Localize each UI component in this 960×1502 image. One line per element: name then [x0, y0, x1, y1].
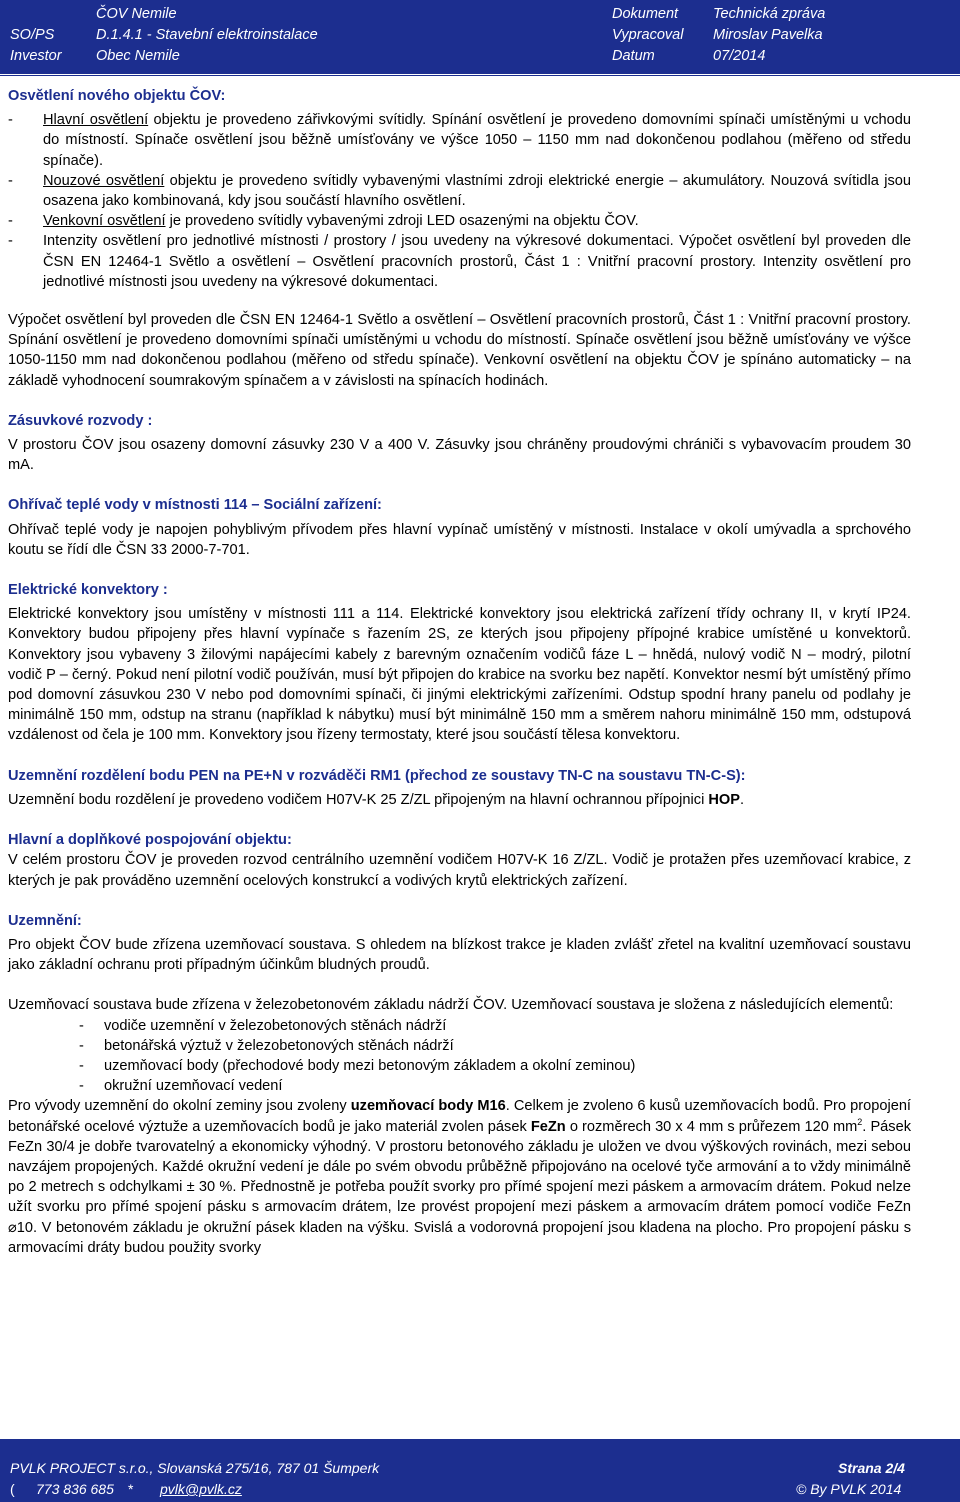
list-item: - Nouzové osvětlení objektu je provedeno svítidly vybavenými vlastními zdroji elektrické energie – akumulátory. Nouzová svítidla jsou osazena jako kombinovaná, kdy jsou součástí hlavního osvětlení. — [8, 172, 911, 210]
mail-icon: * — [128, 1481, 134, 1497]
document-header — [0, 0, 960, 74]
convectors-paragraph: Elektrické konvektory jsou umístěny v místnosti 111 a 114. Elektrické konvektory jsou elektrická zařízení třídy ochrany II, v krytí IP24. Konvektory budou připojeny přes hlavní vypínače s řazením 2S, ze kterých jsou připojeny přípojné krabice umístěné u konvektorů. Konvektory jsou vybaveny 3 žilovými napájecími kabely z barevným označením vodičů fáze L – hnědá, nulový vodič N – modrý, pilotní vodič P – černý. Pokud není pilotní vodič používán, musí být připojen do krabice na svorku bez napětí. Konvektor nesmí být umístěný přímo pod domovní zásuvkou 230 V nebo pod domovními spínači, či jinými elektrickými zařízeními. Odstup spodní hrany panelu od podlahy je minimálně 150 mm, odstup na stranu (například k nábytku) musí být minimálně 150 mm a směrem nahoru minimálně 150 mm, odstupová vzdálenost od čela je 100 mm. Konvektory jsou řízeny termostaty, které jsou součástí tělesa konvektoru. — [8, 606, 911, 744]
main-lighting-term: Hlavní osvětlení — [43, 112, 149, 129]
hop-term: HOP — [708, 791, 740, 808]
document-body — [8, 86, 911, 1258]
list-item-text: okružní uzemňovací vedení — [104, 1078, 283, 1095]
water-heater-paragraph: Ohřívač teplé vody je napojen pohyblivým přívodem přes hlavní vypínač umístěný v místnosti. Instalace v okolí umývadla a sprchového koutu se řídí dle ČSN 33 2000-7-701. — [8, 521, 911, 558]
lighting-list — [8, 110, 911, 292]
sops-label: SO/PS — [10, 27, 55, 43]
list-item-text: vodiče uzemnění v železobetonových stěnách nádrží — [104, 1017, 447, 1034]
page-number: Strana 2/4 — [838, 1460, 905, 1476]
document-label: Dokument — [612, 6, 679, 22]
phone-number: 773 836 685 — [36, 1481, 114, 1497]
list-item-text: objektu je provedeno svítidly vybavenými vlastními zdroji elektrické energie – akumulátory. Nouzová svítidla jsou osazena jako kombinovaná, kdy jsou součástí hlavního osvětlení. — [43, 172, 911, 210]
section-title-sockets: Zásuvkové rozvody : — [8, 412, 153, 429]
date-label: Datum — [612, 48, 655, 64]
header-rule — [0, 75, 960, 76]
investor-label: Investor — [10, 48, 62, 64]
superscript: 2 — [857, 1116, 863, 1127]
list-item: - Hlavní osvětlení objektu je provedeno zářivkovými svítidly. Spínání osvětlení je provedeno domovními spínači umístěnými u vchodu do místností. Spínače osvětlení jsou běžně umísťovány ve výšce 1050 – 1150 mm nad dokončenou podlahou (měřeno od středu spínače). — [8, 112, 911, 169]
section-title-pen-split: Uzemnění rozdělení bodu PEN na PE+N v rozváděči RM1 (přechod ze soustavy TN-C na soustavu TN-C-S): — [8, 767, 746, 784]
fezn-term: FeZn — [530, 1118, 566, 1135]
list-item: - okružní uzemňovací vedení — [79, 1078, 283, 1095]
earthing-text: . Celkem je zvoleno 6 kusů uzemňovacích bodů. Pro propojení betonářské ocelové výztuže a uzemňovacích bodů je jako materiál zvolen pásek — [8, 1098, 911, 1135]
emergency-lighting-term: Nouzové osvětlení — [43, 172, 165, 189]
list-item-text: objektu je provedeno zářivkovými svítidly. Spínání osvětlení je provedeno domovními spínači umístěnými u vchodu do místností. Spínače osvětlení jsou běžně umísťovány ve výšce 1050 – 1150 mm nad dokončenou podlahou (měřeno od středu spínače). — [43, 112, 911, 169]
outdoor-lighting-term: Venkovní osvětlení — [43, 213, 166, 230]
section-title-water-heater: Ohřívač teplé vody v místnosti 114 – Sociální zařízení: — [8, 497, 382, 514]
document-value: Technická zpráva — [713, 6, 826, 22]
author-label: Vypracoval — [612, 27, 684, 43]
lighting-paragraph: Výpočet osvětlení byl proveden dle ČSN EN 12464-1 Světlo a osvětlení – Osvětlení pracovních prostorů, Část 1 : Vnitřní pracovní prostory. Spínání osvětlení je provedeno domovními spínači umístěnými u vchodu do místností. Spínače osvětlení jsou běžně umísťovány ve výšce 1050-1150 mm nad dokončenou podlahou (měřeno od středu spínače). Venkovní osvětlení na objektu ČOV je spínáno automaticky – na základě vyhodnocení soumrakovým spínačem a v závislosti na spínacích hodinách. — [8, 312, 911, 389]
pen-split-end: . — [740, 791, 745, 808]
list-item-text: Intenzity osvětlení pro jednotlivé místnosti / prostory / jsou uvedeny na výkresové dokumentaci. Výpočet osvětlení byl proveden dle ČSN EN 12464-1 Světlo a osvětlení – Osvětlení pracovních prostorů, Část 1 : Vnitřní pracovní prostory. Intenzity osvětlení pro jednotlivé místnosti jsou uvedeny na výkresové dokumentaci. — [43, 233, 911, 290]
email-link[interactable]: pvlk@pvlk.cz — [160, 1481, 242, 1497]
section-title-bonding: Hlavní a doplňkové pospojování objektu: — [8, 832, 292, 849]
company-address: PVLK PROJECT s.r.o., Slovanská 275/16, 787 01 Šumperk — [10, 1460, 380, 1476]
earthing-text: o rozměrech 30 x 4 mm s průřezem 120 mm — [565, 1118, 858, 1135]
earthing-paragraph-3 — [8, 1096, 911, 1258]
sockets-paragraph: V prostoru ČOV jsou osazeny domovní zásuvky 230 V a 400 V. Zásuvky jsou chráněny proudovými chrániči s vybavovacím proudem 30 mA. — [8, 437, 911, 474]
list-item: - uzemňovací body (přechodové body mezi betonovým základem a okolní zeminou) — [79, 1057, 636, 1074]
section-title-convectors: Elektrické konvektory : — [8, 582, 168, 599]
pen-split-paragraph — [8, 790, 911, 810]
phone-icon: ( — [10, 1481, 15, 1497]
section-title-lighting: Osvětlení nového objektu ČOV: — [8, 88, 226, 104]
list-item-text: betonářská výztuž v železobetonových stěnách nádrží — [104, 1037, 454, 1054]
bonding-paragraph: V celém prostoru ČOV je proveden rozvod centrálního uzemnění vodičem H07V-K 16 Z/ZL. Vodič je protažen přes uzemňovací krabice, z kterých je pak prováděno uzemnění ocelových konstrukcí a vodivých krytů elektrických zařízení. — [8, 852, 911, 889]
document-footer — [0, 1440, 960, 1502]
list-item: - vodiče uzemnění v železobetonových stěnách nádrží — [79, 1017, 447, 1034]
list-item: - Venkovní osvětlení je provedeno svítidly vybavenými zdroji LED osazenými na objektu ČOV. — [8, 213, 639, 230]
list-item-text: je provedeno svítidly vybavenými zdroji LED osazenými na objektu ČOV. — [165, 213, 639, 230]
list-item: - Intenzity osvětlení pro jednotlivé místnosti / prostory / jsou uvedeny na výkresové dokumentaci. Výpočet osvětlení byl proveden dle ČSN EN 12464-1 Světlo a osvětlení – Osvětlení pracovních prostorů, Část 1 : Vnitřní pracovní prostory. Intenzity osvětlení pro jednotlivé místnosti jsou uvedeny na výkresové dokumentaci. — [8, 233, 911, 290]
earthing-text: Pro vývody uzemnění do okolní zeminy jsou zvoleny — [8, 1098, 351, 1115]
earthing-paragraph-1: Pro objekt ČOV bude zřízena uzemňovací soustava. S ohledem na blízkost trakce je kladen zvlášť zřetel na kvalitní uzemňovací soustavu jako základní ochranu proti případným účinkům bludných proudů. — [8, 936, 911, 974]
pen-split-text: Uzemnění bodu rozdělení je provedeno vodičem H07V-K 25 Z/ZL připojeným na hlavní ochrannou přípojnici — [8, 791, 709, 808]
earthing-point-term: uzemňovací body M16 — [350, 1098, 506, 1115]
section-title-earthing: Uzemnění: — [8, 912, 82, 929]
earthing-elements-list — [8, 1016, 911, 1097]
author-value: Miroslav Pavelka — [713, 27, 823, 43]
earthing-paragraph-2: Uzemňovací soustava bude zřízena v železobetonovém základu nádrží ČOV. Uzemňovací soustava je složena z následujících elementů: — [8, 997, 894, 1014]
project-name: ČOV Nemile — [96, 6, 177, 22]
date-value: 07/2014 — [713, 48, 766, 64]
earthing-text: . Pásek FeZn 30/4 je dobře tvarovatelný a ekonomicky výhodný. V prostoru betonového základu je uložen ve dvou výškových rovinách, mezi sebou navzájem propojených. Každé okružní vedení je dále po svém obvodu průběžně připojováno na ocelové tyče armování a to vždy minimálně po 2 metrech s odchylkami ± 30 %. Přednostně je potřeba použít svorky pro přímé spojení mezi páskem a armovacím drátem. Pokud nelze užít svorku pro přímé spojení pásku s armovacím drátem, lze provést propojení mezi páskem a armovacím drátem pomocí vodiče FeZn ⌀10. V betonovém základu je okružní pásek kladen na výšku. Svislá a vodorovná propojení jsou kladena na plocho. Pro propojení pásku s armovacími dráty budou použity svorky — [8, 1118, 912, 1256]
list-item: - betonářská výztuž v železobetonových stěnách nádrží — [79, 1037, 454, 1054]
sops-value: D.1.4.1 - Stavební elektroinstalace — [96, 27, 318, 43]
investor-value: Obec Nemile — [96, 48, 180, 64]
copyright: © By PVLK 2014 — [796, 1481, 902, 1497]
list-item-text: uzemňovací body (přechodové body mezi betonovým základem a okolní zeminou) — [104, 1057, 636, 1074]
